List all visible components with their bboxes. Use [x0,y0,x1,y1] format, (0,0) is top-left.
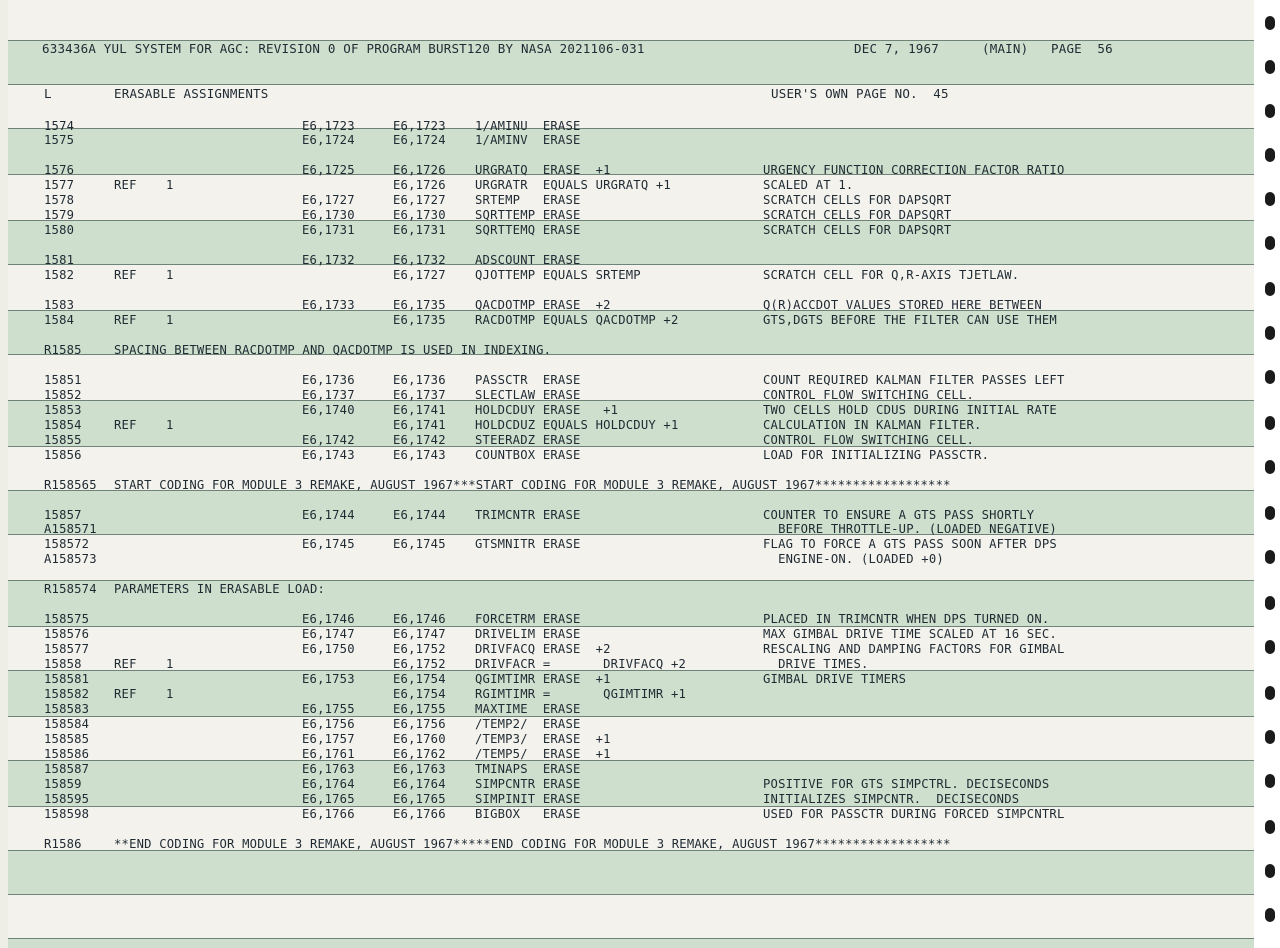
feed-hole-icon [1265,326,1275,340]
line-number: 1577 [44,178,75,192]
source-statement: DRIVFACQ ERASE +2 [475,642,611,656]
ref-count: 1 [166,268,174,282]
section-heading: ERASABLE ASSIGNMENTS [114,86,269,101]
feed-hole-icon [1265,416,1275,430]
listing-row [0,837,1260,852]
feed-hole-icon [1265,640,1275,654]
end-address: E6,1735 [393,313,446,327]
end-address: E6,1723 [393,119,446,133]
end-address: E6,1735 [393,298,446,312]
ref-count: 1 [166,657,174,671]
source-statement: PASSCTR ERASE [475,373,581,387]
comment-text: BEFORE THROTTLE-UP. (LOADED NEGATIVE) [763,522,1057,536]
source-statement: QGIMTIMR ERASE +1 [475,672,611,686]
comment-text: MAX GIMBAL DRIVE TIME SCALED AT 16 SEC. [763,627,1057,641]
line-number: 15859 [44,777,82,791]
source-statement: RGIMTIMR = QGIMTIMR +1 [475,687,687,701]
comment-text: LOAD FOR INITIALIZING PASSCTR. [763,448,990,462]
end-address: E6,1730 [393,208,446,222]
feed-hole-icon [1265,596,1275,610]
end-address: E6,1726 [393,163,446,177]
source-statement: COUNTBOX ERASE [475,448,581,462]
listing-row [0,642,1260,657]
assigned-address: E6,1753 [302,672,355,686]
end-address: E6,1763 [393,762,446,776]
comment-text: INITIALIZES SIMPCNTR. DECISECONDS [763,792,1020,806]
listing-row [0,747,1260,762]
assigned-address: E6,1731 [302,223,355,237]
listing-row [0,702,1260,717]
feed-hole-icon [1265,236,1275,250]
assigned-address: E6,1766 [302,807,355,821]
line-number: 158586 [44,747,90,761]
listing-row [0,163,1260,178]
listing-row [0,552,1260,567]
listing-row [0,298,1260,313]
tractor-feed-edge [1254,0,1280,948]
comment-text: DRIVE TIMES. [763,657,869,671]
comment-text: CONTROL FLOW SWITCHING CELL. [763,388,975,402]
source-statement: DRIVELIM ERASE [475,627,581,641]
source-statement: DRIVFACR = DRIVFACQ +2 [475,657,687,671]
source-statement: TRIMCNTR ERASE [475,508,581,522]
comment-text: CALCULATION IN KALMAN FILTER. [763,418,982,432]
paper-band [8,938,1254,948]
listing-row [0,537,1260,552]
assigned-address: E6,1732 [302,253,355,267]
ref-flag: REF [114,268,137,282]
subheader-line [0,86,1260,101]
end-address: E6,1760 [393,732,446,746]
end-address: E6,1744 [393,508,446,522]
source-statement: 1/AMINV ERASE [475,133,581,147]
end-address: E6,1737 [393,388,446,402]
listing-row [0,807,1260,822]
remark-text: **END CODING FOR MODULE 3 REMAKE, AUGUST 1967*****END CODING FOR MODULE 3 REMAKE, AUGUST 1967****************** [114,837,951,851]
line-number: 1582 [44,268,75,282]
feed-hole-icon [1265,16,1275,30]
end-address: E6,1731 [393,223,446,237]
ref-flag: REF [114,313,137,327]
listing-row [0,687,1260,702]
line-number: A158573 [44,552,97,566]
source-statement: SIMPCNTR ERASE [475,777,581,791]
rule-line [8,84,1254,85]
source-statement: HOLDCDUZ EQUALS HOLDCDUY +1 [475,418,679,432]
end-address: E6,1754 [393,672,446,686]
source-statement: QJOTTEMP EQUALS SRTEMP [475,268,641,282]
listing-row [0,388,1260,403]
assigned-address: E6,1736 [302,373,355,387]
paper-band [8,850,1254,894]
line-number: R1586 [44,837,82,851]
end-address: E6,1743 [393,448,446,462]
listing-row [0,433,1260,448]
rule-line [8,580,1254,581]
ref-count: 1 [166,418,174,432]
source-statement: STEERADZ ERASE [475,433,581,447]
line-number: 158585 [44,732,90,746]
comment-text: SCALED AT 1. [763,178,854,192]
feed-hole-icon [1265,686,1275,700]
line-number: 15853 [44,403,82,417]
assigned-address: E6,1750 [302,642,355,656]
source-statement: BIGBOX ERASE [475,807,581,821]
line-number: 158577 [44,642,90,656]
comment-text: ENGINE-ON. (LOADED +0) [763,552,944,566]
end-address: E6,1736 [393,373,446,387]
end-address: E6,1752 [393,657,446,671]
end-address: E6,1741 [393,418,446,432]
end-address: E6,1747 [393,627,446,641]
feed-hole-icon [1265,370,1275,384]
print-date: DEC 7, 1967 [854,41,939,56]
listing-row [0,792,1260,807]
assigned-address: E6,1747 [302,627,355,641]
listing-marker: L [44,86,52,101]
end-address: E6,1741 [393,403,446,417]
comment-text: SCRATCH CELLS FOR DAPSQRT [763,208,952,222]
end-address: E6,1726 [393,178,446,192]
end-address: E6,1755 [393,702,446,716]
assigned-address: E6,1733 [302,298,355,312]
feed-hole-icon [1265,864,1275,878]
listing-row [0,403,1260,418]
listing-row [0,672,1260,687]
listing-row [0,762,1260,777]
end-address: E6,1765 [393,792,446,806]
listing-row [0,223,1260,238]
line-number: 15854 [44,418,82,432]
comment-text: TWO CELLS HOLD CDUS DURING INITIAL RATE [763,403,1057,417]
source-statement: GTSMNITR ERASE [475,537,581,551]
assigned-address: E6,1725 [302,163,355,177]
listing-row [0,478,1260,493]
end-address: E6,1766 [393,807,446,821]
assigned-address: E6,1727 [302,193,355,207]
line-number: 158572 [44,537,90,551]
listing-row [0,612,1260,627]
comment-text: GIMBAL DRIVE TIMERS [763,672,907,686]
line-number: 158582 [44,687,90,701]
end-address: E6,1727 [393,193,446,207]
source-statement: 1/AMINU ERASE [475,119,581,133]
listing-row [0,119,1260,134]
listing-row [0,418,1260,433]
remark-text: START CODING FOR MODULE 3 REMAKE, AUGUST 1967***START CODING FOR MODULE 3 REMAKE, AUGUST 1967****************** [114,478,951,492]
source-statement: SQRTTEMQ ERASE [475,223,581,237]
source-statement: SLECTLAW ERASE [475,388,581,402]
comment-text: GTS,DGTS BEFORE THE FILTER CAN USE THEM [763,313,1057,327]
line-number: R158574 [44,582,97,596]
end-address: E6,1762 [393,747,446,761]
listing-row [0,717,1260,732]
header-line [0,41,1260,56]
assigned-address: E6,1756 [302,717,355,731]
listing-row [0,178,1260,193]
line-number: 1576 [44,163,75,177]
line-number: R1585 [44,343,82,357]
source-statement: SIMPINIT ERASE [475,792,581,806]
page-number: PAGE 56 [1051,41,1113,56]
line-number: 158598 [44,807,90,821]
feed-hole-icon [1265,148,1275,162]
listing-row [0,208,1260,223]
listing-row [0,582,1260,597]
listing-row [0,627,1260,642]
assigned-address: E6,1765 [302,792,355,806]
listing-row [0,448,1260,463]
line-number: 158581 [44,672,90,686]
source-statement: MAXTIME ERASE [475,702,581,716]
comment-text: SCRATCH CELL FOR Q,R-AXIS TJETLAW. [763,268,1020,282]
source-statement: ADSCOUNT ERASE [475,253,581,267]
feed-hole-icon [1265,774,1275,788]
source-statement: /TEMP2/ ERASE [475,717,581,731]
assigned-address: E6,1740 [302,403,355,417]
line-number: 1578 [44,193,75,207]
line-number: 15858 [44,657,82,671]
line-number: 158584 [44,717,90,731]
source-statement: /TEMP5/ ERASE +1 [475,747,611,761]
ref-count: 1 [166,687,174,701]
assigned-address: E6,1737 [302,388,355,402]
source-statement: URGRATQ ERASE +1 [475,163,611,177]
line-number: 1584 [44,313,75,327]
end-address: E6,1746 [393,612,446,626]
assigned-address: E6,1730 [302,208,355,222]
feed-hole-icon [1265,550,1275,564]
ref-count: 1 [166,313,174,327]
assigned-address: E6,1757 [302,732,355,746]
assigned-address: E6,1745 [302,537,355,551]
line-number: 1574 [44,119,75,133]
listing-row [0,343,1260,358]
assigned-address: E6,1723 [302,119,355,133]
line-number: 1581 [44,253,75,267]
listing-row [0,657,1260,672]
ref-flag: REF [114,657,137,671]
line-number: 1579 [44,208,75,222]
page-title: 633436A YUL SYSTEM FOR AGC: REVISION 0 OF PROGRAM BURST120 BY NASA 2021106-031 [42,41,645,56]
end-address: E6,1742 [393,433,446,447]
comment-text: FLAG TO FORCE A GTS PASS SOON AFTER DPS [763,537,1057,551]
source-statement: SQRTTEMP ERASE [475,208,581,222]
assigned-address: E6,1724 [302,133,355,147]
feed-hole-icon [1265,192,1275,206]
line-number: A158571 [44,522,97,536]
comment-text: COUNT REQUIRED KALMAN FILTER PASSES LEFT [763,373,1065,387]
source-statement: QACDOTMP ERASE +2 [475,298,611,312]
assigned-address: E6,1755 [302,702,355,716]
end-address: E6,1727 [393,268,446,282]
end-address: E6,1745 [393,537,446,551]
remark-text: PARAMETERS IN ERASABLE LOAD: [114,582,326,596]
listing-row [0,732,1260,747]
listing-row [0,373,1260,388]
ref-flag: REF [114,687,137,701]
line-number: 1580 [44,223,75,237]
feed-hole-icon [1265,730,1275,744]
feed-hole-icon [1265,104,1275,118]
comment-text: POSITIVE FOR GTS SIMPCTRL. DECISECONDS [763,777,1050,791]
source-statement: SRTEMP ERASE [475,193,581,207]
end-address: E6,1754 [393,687,446,701]
source-statement: /TEMP3/ ERASE +1 [475,732,611,746]
assigned-address: E6,1763 [302,762,355,776]
paper-band [8,894,1254,938]
listing-row [0,133,1260,148]
rule-line [8,938,1254,939]
listing-row [0,313,1260,328]
source-statement: TMINAPS ERASE [475,762,581,776]
line-number: 15857 [44,508,82,522]
listing-row [0,268,1260,283]
listing-row [0,522,1260,537]
feed-hole-icon [1265,908,1275,922]
ref-count: 1 [166,178,174,192]
line-number: 15856 [44,448,82,462]
line-number: 158575 [44,612,90,626]
comment-text: CONTROL FLOW SWITCHING CELL. [763,433,975,447]
listing-row [0,253,1260,268]
comment-text: PLACED IN TRIMCNTR WHEN DPS TURNED ON. [763,612,1050,626]
line-number: 158583 [44,702,90,716]
feed-hole-icon [1265,820,1275,834]
feed-hole-icon [1265,506,1275,520]
line-number: 158595 [44,792,90,806]
section-label: (MAIN) [982,41,1029,56]
comment-text: SCRATCH CELLS FOR DAPSQRT [763,223,952,237]
listing-row [0,508,1260,523]
assigned-address: E6,1746 [302,612,355,626]
line-number: R158565 [44,478,97,492]
comment-text: RESCALING AND DAMPING FACTORS FOR GIMBAL [763,642,1065,656]
end-address: E6,1724 [393,133,446,147]
assigned-address: E6,1744 [302,508,355,522]
end-address: E6,1756 [393,717,446,731]
line-number: 1583 [44,298,75,312]
comment-text: USED FOR PASSCTR DURING FORCED SIMPCNTRL [763,807,1065,821]
comment-text: COUNTER TO ENSURE A GTS PASS SHORTLY [763,508,1035,522]
source-statement: RACDOTMP EQUALS QACDOTMP +2 [475,313,679,327]
ref-flag: REF [114,418,137,432]
assigned-address: E6,1761 [302,747,355,761]
remark-text: SPACING BETWEEN RACDOTMP AND QACDOTMP IS USED IN INDEXING. [114,343,552,357]
end-address: E6,1732 [393,253,446,267]
source-statement: URGRATR EQUALS URGRATQ +1 [475,178,671,192]
end-address: E6,1764 [393,777,446,791]
comment-text: URGENCY FUNCTION CORRECTION FACTOR RATIO [763,163,1065,177]
feed-hole-icon [1265,460,1275,474]
comment-text: Q(R)ACCDOT VALUES STORED HERE BETWEEN [763,298,1042,312]
rule-line [8,894,1254,895]
line-number: 15852 [44,388,82,402]
line-number: 15855 [44,433,82,447]
assigned-address: E6,1742 [302,433,355,447]
source-statement: HOLDCDUY ERASE +1 [475,403,619,417]
ref-flag: REF [114,178,137,192]
line-number: 158576 [44,627,90,641]
line-number: 1575 [44,133,75,147]
line-number: 158587 [44,762,90,776]
source-statement: FORCETRM ERASE [475,612,581,626]
listing-row [0,193,1260,208]
paper-band [8,0,1254,40]
user-page-number: USER'S OWN PAGE NO. 45 [771,86,949,101]
comment-text: SCRATCH CELLS FOR DAPSQRT [763,193,952,207]
end-address: E6,1752 [393,642,446,656]
line-number: 15851 [44,373,82,387]
assigned-address: E6,1764 [302,777,355,791]
feed-hole-icon [1265,60,1275,74]
feed-hole-icon [1265,282,1275,296]
listing-row [0,777,1260,792]
assigned-address: E6,1743 [302,448,355,462]
